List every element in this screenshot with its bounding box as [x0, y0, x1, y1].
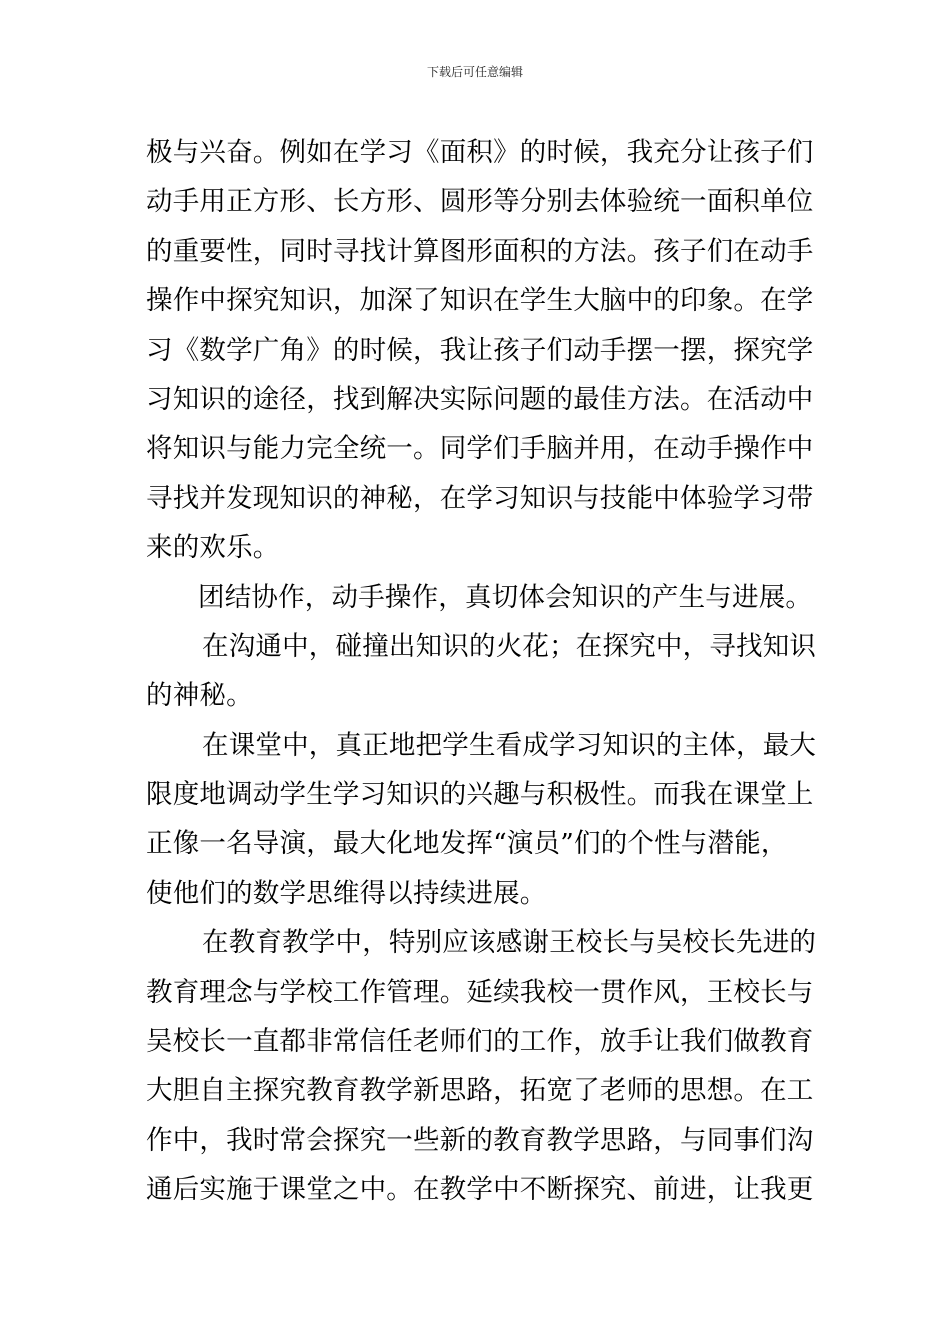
paragraph-start-line: 在教育教学中，特别应该感谢王校长与吴校长先进的: [202, 927, 817, 959]
text-line: 的神秘。: [146, 680, 253, 712]
text-line: 教育理念与学校工作管理。延续我校一贯作风，王校长与: [146, 976, 814, 1008]
text-line: 使他们的数学思维得以持续进展。: [146, 877, 547, 909]
text-line: 限度地调动学生学习知识的兴趣与积极性。而我在课堂上: [146, 779, 814, 811]
text-line: 吴校长一直都非常信任老师们的工作，放手让我们做教育: [146, 1026, 814, 1058]
page-header: 下载后可任意编辑: [426, 65, 523, 79]
text-line: 大胆自主探究教育教学新思路，拓宽了老师的思想。在工: [146, 1075, 814, 1107]
text-line: 通后实施于课堂之中。在教学中不断探究、前进，让我更: [146, 1174, 814, 1206]
paragraph-start-line: 在课堂中，真正地把学生看成学习知识的主体，最大: [202, 729, 817, 761]
text-line: 来的欢乐。: [146, 532, 280, 564]
text-line: 将知识与能力完全统一。同学们手脑并用，在动手操作中: [146, 433, 814, 465]
text-line: 寻找并发现知识的神秘，在学习知识与技能中体验学习带: [146, 482, 814, 514]
document-body: [146, 128, 817, 1215]
text-line: 极与兴奋。例如在学习《面积》的时候，我充分让孩子们: [146, 137, 814, 168]
text-line: 习知识的途径，找到解决实际问题的最佳方法。在活动中: [146, 383, 814, 415]
text-line: 的重要性，同时寻找计算图形面积的方法。孩子们在动手: [146, 235, 814, 267]
text-line: 正像一名导演，最大化地发挥“演员”们的个性与潜能，: [146, 828, 788, 860]
text-line: 动手用正方形、长方形、圆形等分别去体验统一面积单位: [146, 186, 814, 218]
text-line: 操作中探究知识，加深了知识在学生大脑中的印象。在学: [146, 285, 814, 317]
text-line: 习《数学广角》的时候，我让孩子们动手摆一摆，探究学: [146, 334, 814, 366]
paragraph-start-line: 在沟通中，碰撞出知识的火花；在探究中，寻找知识: [202, 630, 817, 662]
paragraph-start-line: 团结协作，动手操作，真切体会知识的产生与进展。: [198, 581, 813, 613]
text-line: 作中，我时常会探究一些新的教育教学思路，与同事们沟: [146, 1124, 814, 1156]
